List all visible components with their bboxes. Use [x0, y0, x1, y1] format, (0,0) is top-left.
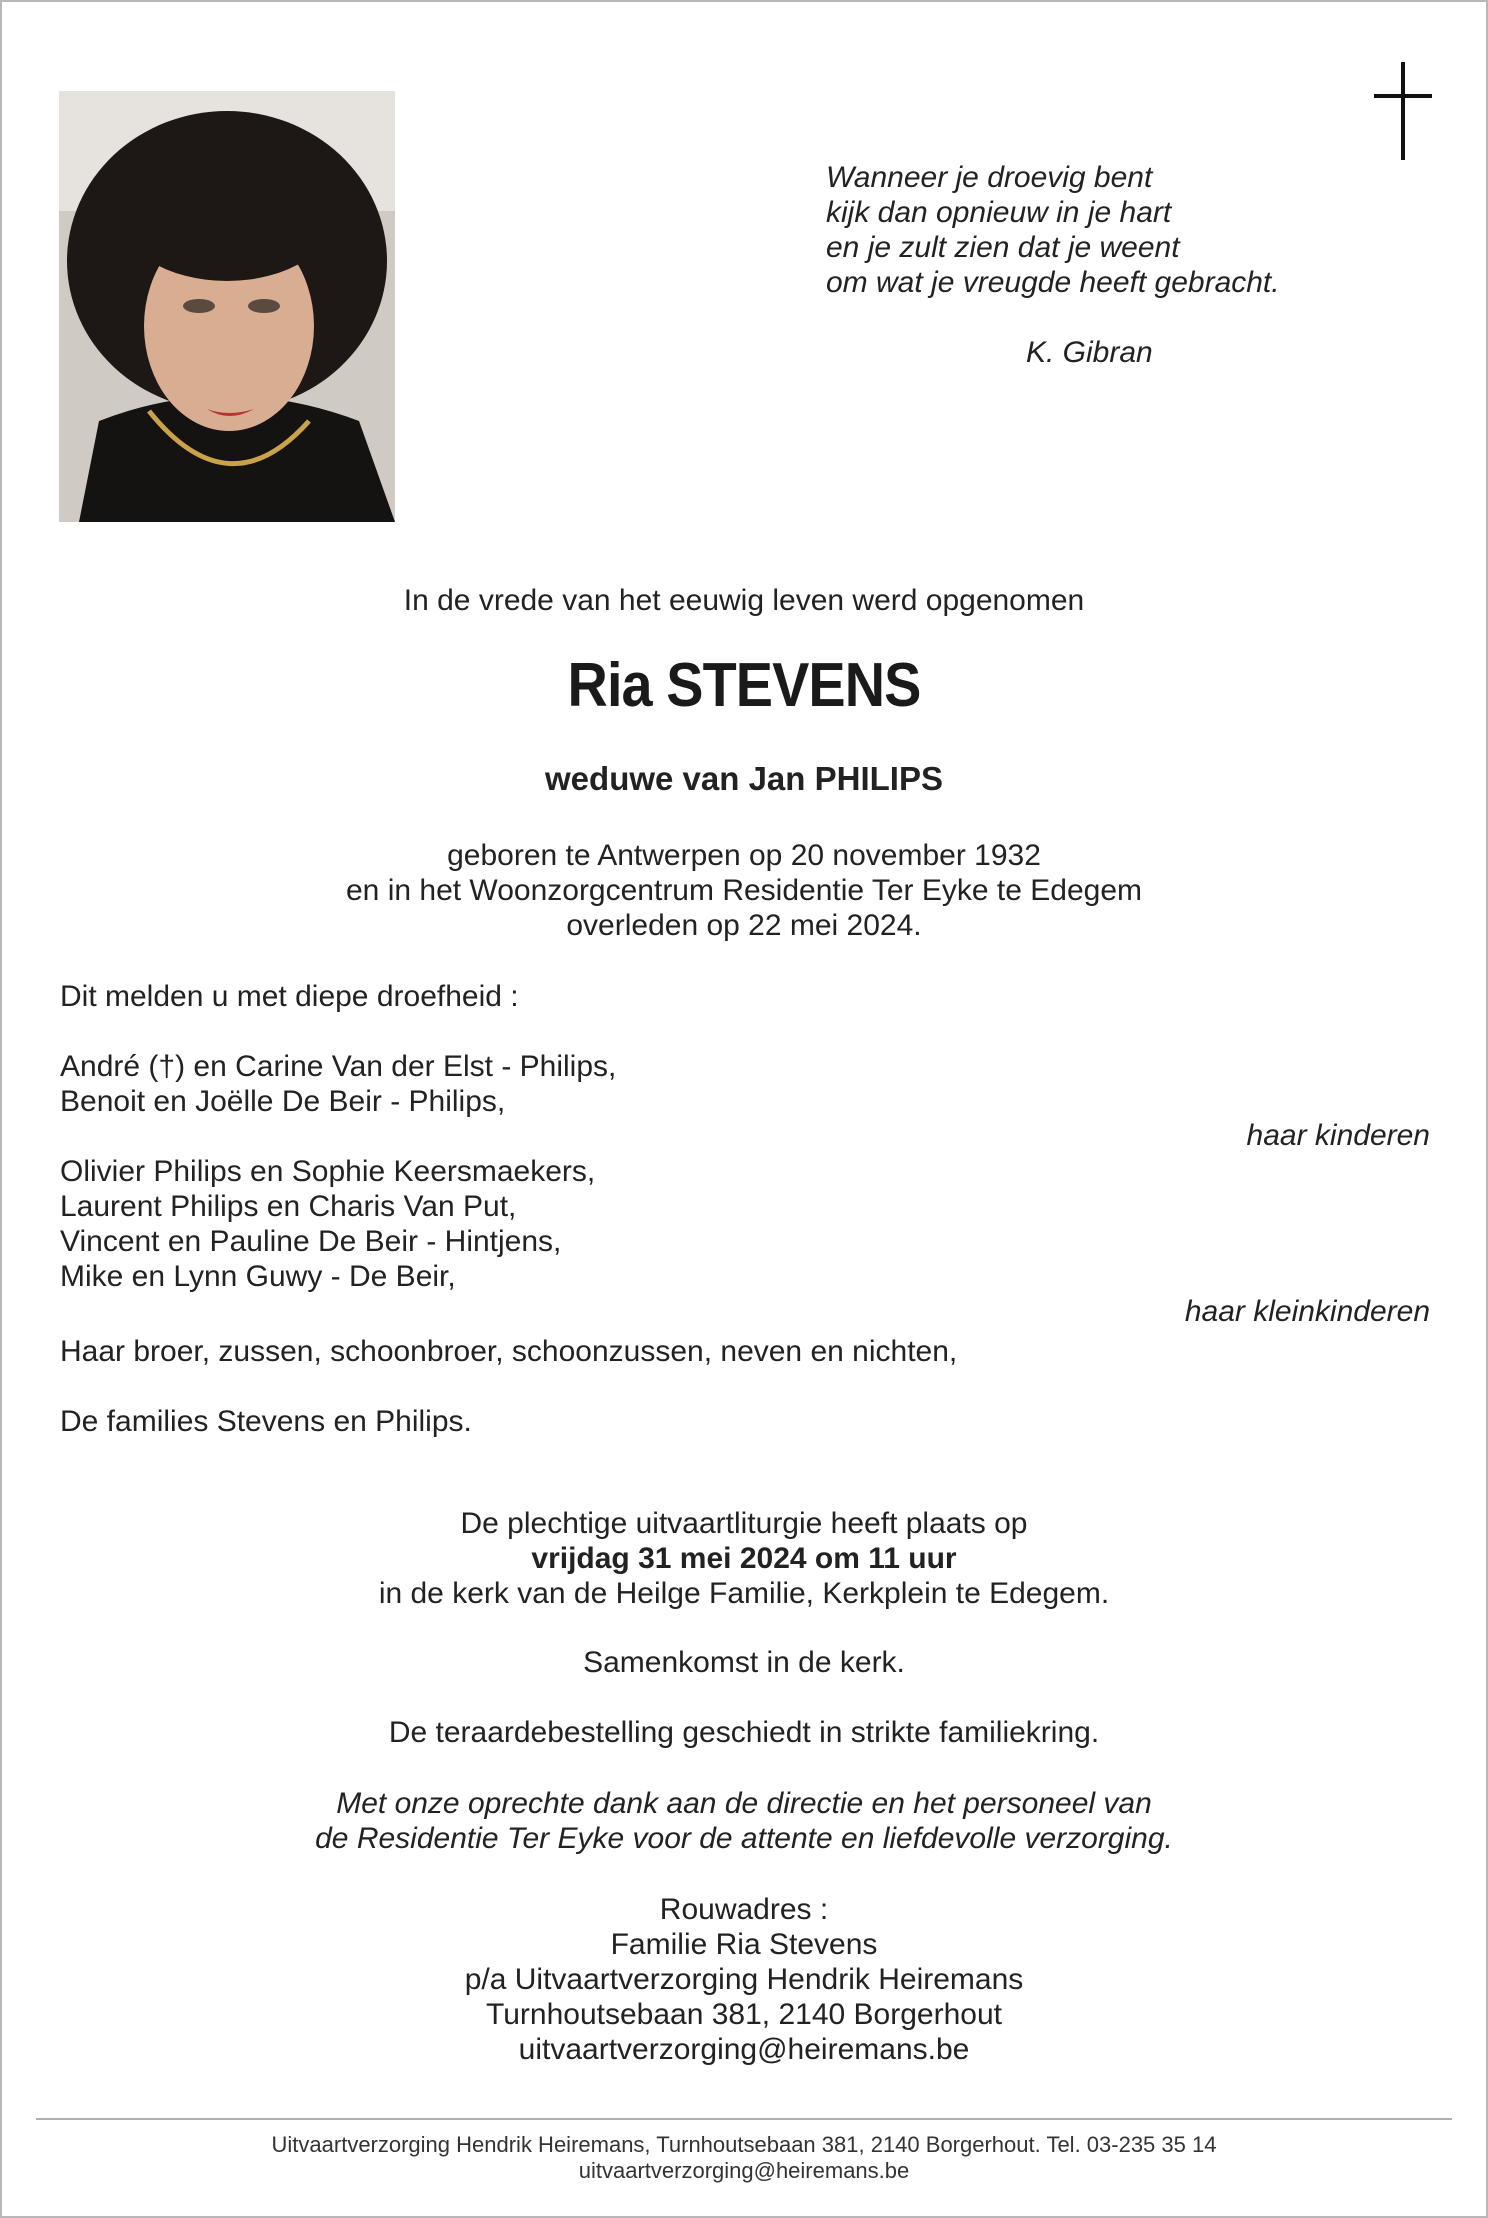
poem-line: Wanneer je droevig bent	[826, 161, 1153, 194]
thanks-text	[2, 1786, 1486, 1856]
thanks-line: de Residentie Ter Eyke voor de attente en liefdevolle verzorging.	[315, 1822, 1173, 1855]
address-line: Familie Ria Stevens	[610, 1928, 878, 1961]
detail-line: overleden op 22 mei 2024.	[566, 909, 922, 942]
list-item: Benoit en Joëlle De Beir - Philips,	[60, 1085, 506, 1118]
list-item: André (†) en Carine Van der Elst - Philips,	[60, 1050, 617, 1083]
poem-line: kijk dan opnieuw in je hart	[826, 196, 1172, 229]
grandchildren-list	[60, 1154, 595, 1294]
children-label: haar kinderen	[1246, 1119, 1430, 1152]
funeral-line: De plechtige uitvaartliturgie heeft plaats op	[460, 1507, 1028, 1540]
address-line: Rouwadres :	[659, 1893, 829, 1926]
poem-line: en je zult zien dat je weent	[826, 231, 1180, 264]
thanks-line: Met onze oprechte dank aan de directie en het personeel van	[336, 1787, 1152, 1820]
list-item: Laurent Philips en Charis Van Put,	[60, 1190, 517, 1223]
funeral-details	[2, 1506, 1486, 1611]
portrait-photo	[59, 91, 395, 522]
mourning-address	[2, 1892, 1486, 2067]
relatives-text: Haar broer, zussen, schoonbroer, schoonzussen, neven en nichten,	[60, 1335, 958, 1368]
funeral-line: in de kerk van de Heilge Familie, Kerkplein te Edegem.	[378, 1577, 1110, 1610]
footer	[2, 2132, 1486, 2184]
poem	[826, 160, 1280, 300]
announce-text: Dit melden u met diepe droefheid :	[60, 980, 519, 1013]
footer-divider	[36, 2118, 1452, 2120]
list-item: Olivier Philips en Sophie Keersmaekers,	[60, 1155, 596, 1188]
footer-email: uitvaartverzorging@heiremans.be	[578, 2158, 910, 2183]
grandchildren-label: haar kleinkinderen	[1184, 1295, 1430, 1328]
list-item: Vincent en Pauline De Beir - Hintjens,	[60, 1225, 562, 1258]
birth-death-details	[2, 838, 1486, 943]
poem-line: om wat je vreugde heeft gebracht.	[826, 266, 1280, 299]
address-line: Turnhoutsebaan 381, 2140 Borgerhout	[486, 1998, 1002, 2031]
list-item: Mike en Lynn Guwy - De Beir,	[60, 1260, 456, 1293]
funeral-date: vrijdag 31 mei 2024 om 11 uur	[531, 1542, 957, 1575]
address-line: p/a Uitvaartverzorging Hendrik Heiremans	[464, 1963, 1024, 1996]
poem-author: K. Gibran	[1026, 336, 1153, 369]
widow-of: weduwe van Jan PHILIPS	[545, 760, 943, 797]
cross-icon	[1374, 62, 1432, 162]
families-text: De families Stevens en Philips.	[60, 1405, 472, 1438]
intro-text: In de vrede van het eeuwig leven werd opgenomen	[403, 584, 1085, 617]
burial-text: De teraardebestelling geschiedt in strikte familiekring.	[388, 1716, 1100, 1749]
meeting-text: Samenkomst in de kerk.	[583, 1646, 905, 1679]
detail-line: geboren te Antwerpen op 20 november 1932	[447, 839, 1041, 872]
footer-line: Uitvaartverzorging Hendrik Heiremans, Turnhoutsebaan 381, 2140 Borgerhout. Tel. 03-235 35 14	[271, 2132, 1217, 2157]
detail-line: en in het Woonzorgcentrum Residentie Ter Eyke te Edegem	[346, 874, 1142, 907]
address-email: uitvaartverzorging@heiremans.be	[518, 2033, 970, 2066]
deceased-name: Ria STEVENS	[567, 651, 921, 720]
children-list	[60, 1049, 616, 1119]
